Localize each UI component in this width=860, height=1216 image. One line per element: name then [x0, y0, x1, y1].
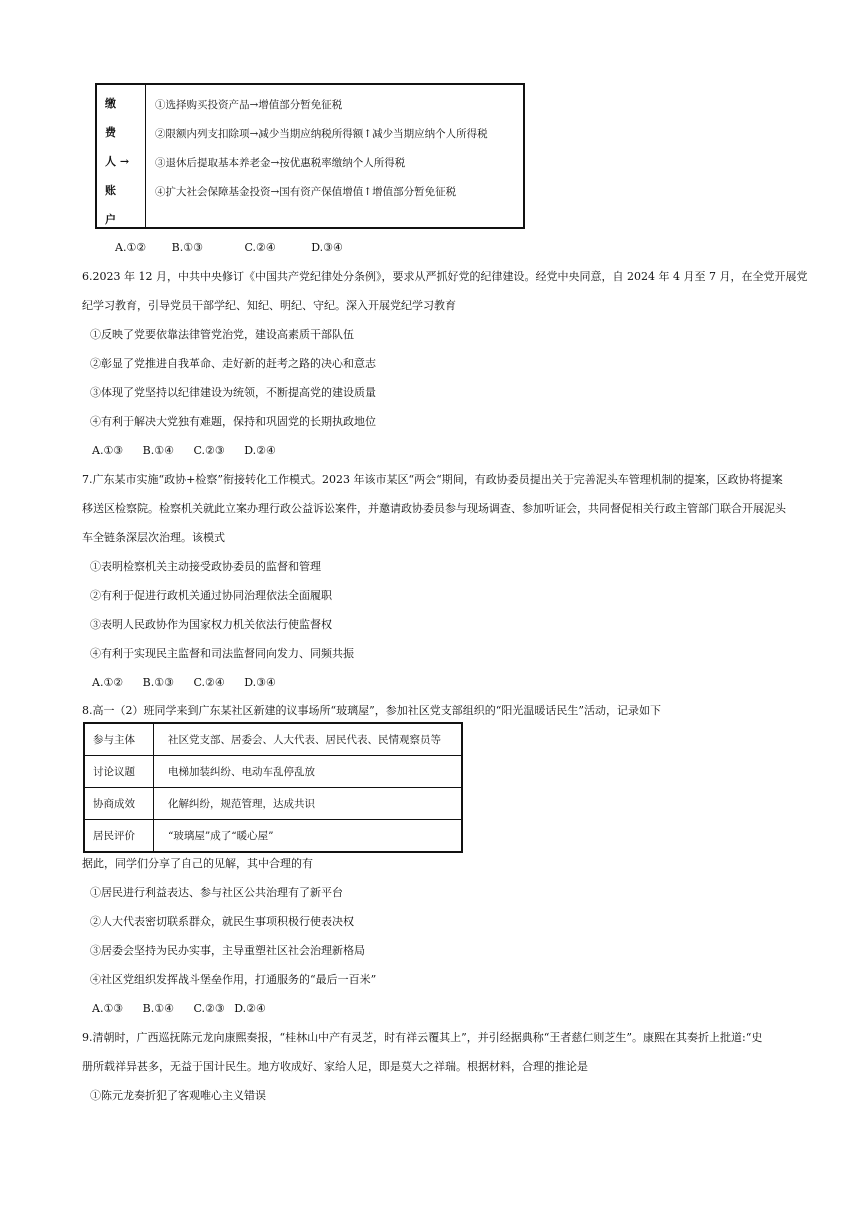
option: B.①④: [142, 444, 174, 457]
left-char: 费: [105, 126, 116, 139]
q6-item: ①反映了党要依靠法律管党治党，建设高素质干部队伍: [90, 328, 354, 341]
option: D.②④: [234, 1002, 266, 1015]
left-char: 户: [105, 213, 116, 226]
option: B.①③: [142, 676, 174, 689]
activity-record-table: [83, 722, 463, 853]
q6-stem-line: 6.2023 年 12 月，中共中央修订《中国共产党纪律处分条例》，要求从严抓好党的纪律建设。经党中央同意，自 2024 年 4 月至 7 月，在全党开展党: [82, 270, 808, 283]
option: C.②③: [193, 444, 225, 457]
option: B.①④: [142, 1002, 174, 1015]
q8-item: ②人大代表密切联系群众，就民生事项积极行使表决权: [90, 915, 354, 928]
q9-stem-line: 册所载祥异甚多，无益于国计民生。地方收成好、家给人足，即是莫大之祥瑞。根据材料，合理的推论是: [82, 1060, 588, 1073]
q8-after: 据此，同学们分享了自己的见解，其中合理的有: [82, 857, 313, 870]
table-cell: 讨论议题: [84, 756, 154, 788]
left-char: 账: [105, 184, 116, 197]
option: C.②④: [193, 676, 225, 689]
left-char: 人 →: [105, 155, 130, 168]
option: D.③④: [244, 676, 276, 689]
q8-stem: 8.高一（2）班同学来到广东某社区新建的议事场所“玻璃屋”，参加社区党支部组织的“阳光温暖话民生”活动，记录如下: [82, 704, 661, 717]
tax-account-table: [95, 83, 525, 229]
q8-options: [92, 1002, 266, 1015]
q6-options: [92, 444, 276, 457]
option: A.①②: [115, 241, 147, 254]
left-char: 缴: [105, 97, 116, 110]
q6-item: ②彰显了党推进自我革命、走好新的赶考之路的决心和意志: [90, 357, 376, 370]
q7-options: [92, 676, 276, 689]
table-cell: 社区党支部、居委会、人大代表、居民代表、民情观察员等: [154, 723, 463, 756]
option: C.②③: [193, 1002, 225, 1015]
table-row: ②限额内列支扣除项→减少当期应纳税所得额↑减少当期应纳个人所得税: [155, 128, 488, 140]
table-row: ③退休后提取基本养老金→按优惠税率缴纳个人所得税: [155, 157, 406, 169]
table-cell: 化解纠纷，规范管理，达成共识: [154, 788, 463, 820]
option: A.①②: [92, 676, 124, 689]
option: D.②④: [244, 444, 276, 457]
table-cell: 协商成效: [84, 788, 154, 820]
option: B.①③: [171, 241, 203, 254]
q7-item: ②有利于促进行政机关通过协同治理依法全面履职: [90, 589, 332, 602]
table-row: [84, 723, 462, 756]
table-row: ①选择购买投资产品→增值部分暂免征税: [155, 99, 343, 111]
q8-item: ④社区党组织发挥战斗堡垒作用，打通服务的“最后一百米”: [90, 973, 377, 986]
q8-item: ①居民进行利益表达、参与社区公共治理有了新平台: [90, 886, 343, 899]
q7-stem-line: 车全链条深层次治理。该模式: [82, 531, 225, 544]
table-left-column: [97, 85, 146, 227]
q7-item: ①表明检察机关主动接受政协委员的监督和管理: [90, 560, 321, 573]
table-cell: 电梯加装纠纷、电动车乱停乱放: [154, 756, 463, 788]
q5-options: [115, 241, 343, 254]
option: C.②④: [244, 241, 276, 254]
table-row: [84, 788, 462, 820]
q7-stem-line: 移送区检察院。检察机关就此立案办理行政公益诉讼案件，并邀请政协委员参与现场调查、参加听证会，共同督促相关行政主管部门联合开展泥头: [82, 502, 786, 515]
q6-item: ③体现了党坚持以纪律建设为统领，不断提高党的建设质量: [90, 386, 376, 399]
table-row: [84, 756, 462, 788]
q9-stem-line: 9.清朝时，广西巡抚陈元龙向康熙奏报，“桂林山中产有灵芝，时有祥云覆其上”，并引经据典称“王者慈仁则芝生”。康熙在其奏折上批道:“史: [82, 1031, 763, 1044]
table-row: ④扩大社会保障基金投资→国有资产保值增值↑增值部分暂免征税: [155, 186, 457, 198]
option: A.①③: [92, 1002, 124, 1015]
q7-item: ③表明人民政协作为国家权力机关依法行使监督权: [90, 618, 332, 631]
q8-item: ③居委会坚持为民办实事，主导重塑社区社会治理新格局: [90, 944, 365, 957]
q7-stem-line: 7.广东某市实施“政协+检察”衔接转化工作模式。2023 年该市某区“两会“期间，有政协委员提出关于完善泥头车管理机制的提案，区政协将提案: [82, 473, 783, 486]
table-cell: 居民评价: [84, 820, 154, 853]
q9-item: ①陈元龙奏折犯了客观唯心主义错误: [90, 1089, 266, 1102]
q6-item: ④有利于解决大党独有难题，保持和巩固党的长期执政地位: [90, 415, 376, 428]
table-row: [84, 820, 462, 853]
option: D.③④: [311, 241, 343, 254]
option: A.①③: [92, 444, 124, 457]
q6-stem-line: 纪学习教育，引导党员干部学纪、知纪、明纪、守纪。深入开展党纪学习教育: [82, 299, 456, 312]
table-cell: 参与主体: [84, 723, 154, 756]
q7-item: ④有利于实现民主监督和司法监督同向发力、同频共振: [90, 647, 354, 660]
table-cell: “玻璃屋”成了“暖心屋”: [154, 820, 463, 853]
